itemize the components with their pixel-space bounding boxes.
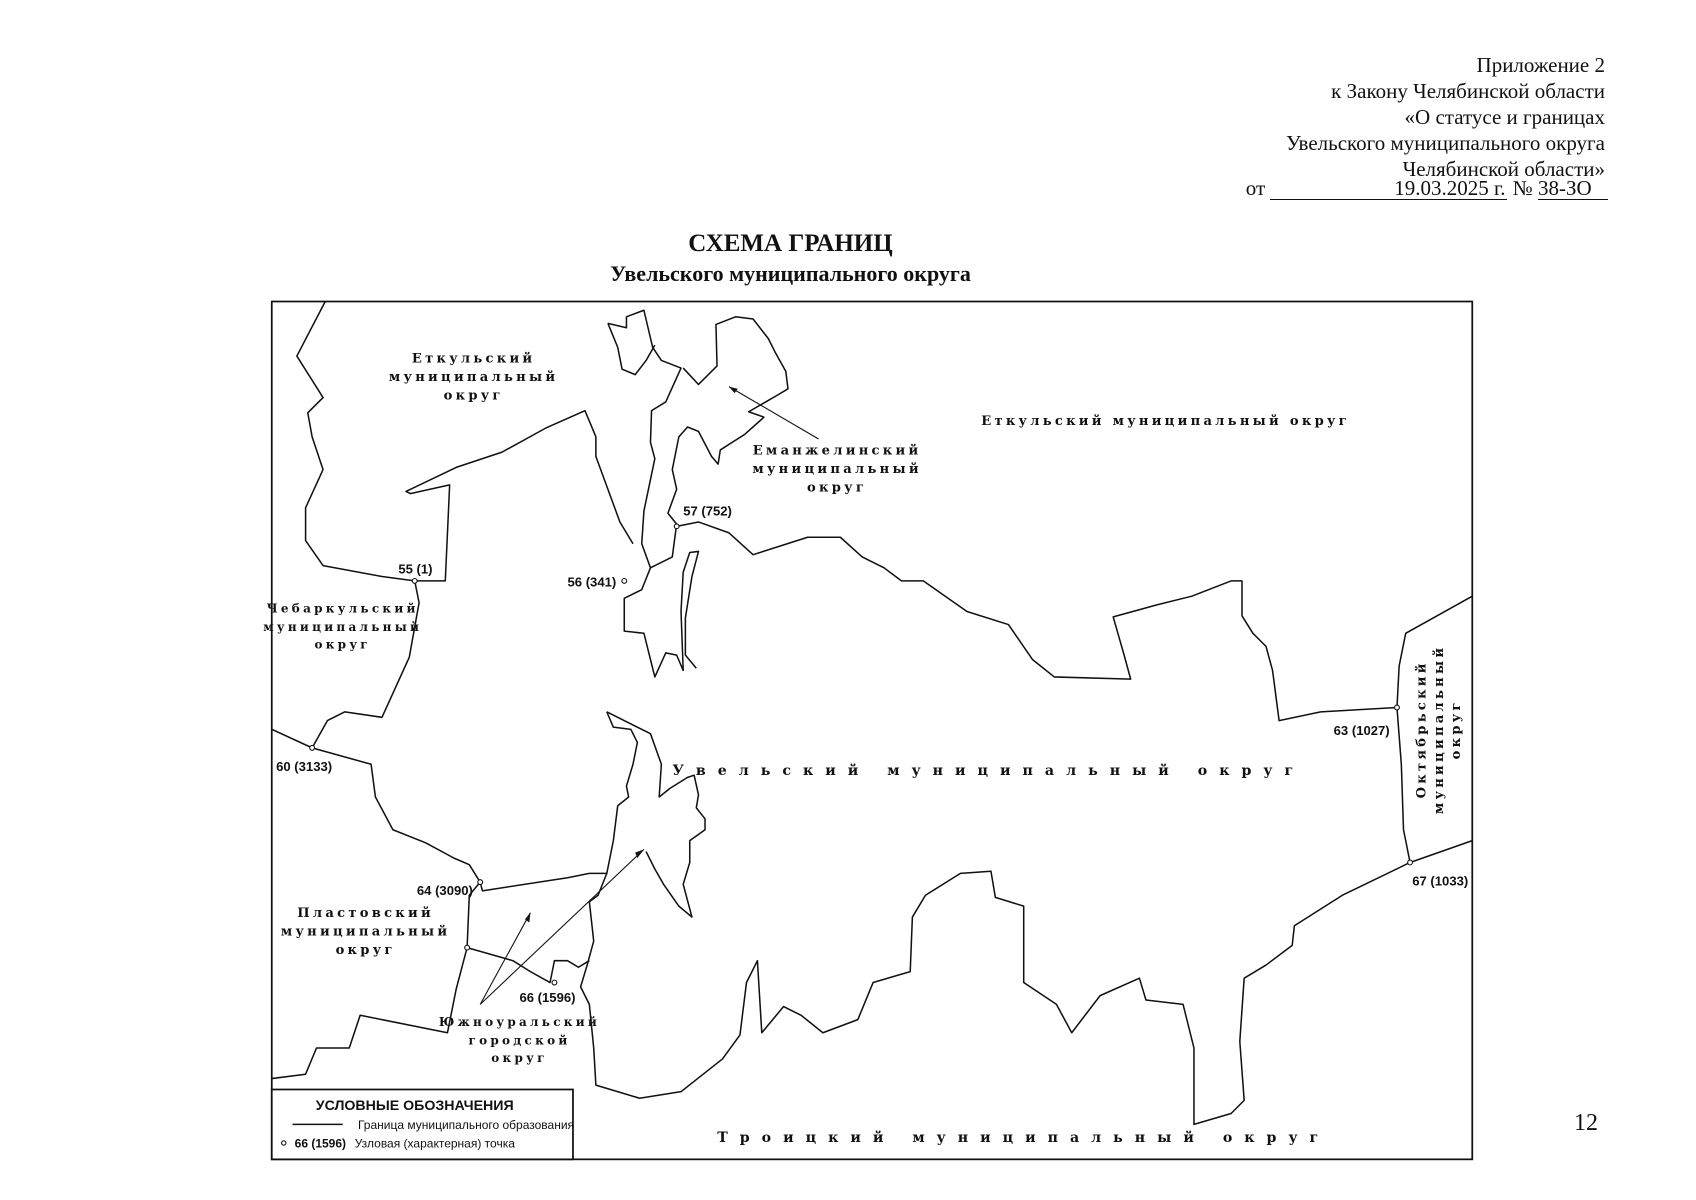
number-label: № bbox=[1512, 176, 1533, 200]
nodal-point bbox=[622, 578, 627, 583]
map-title: СХЕМА ГРАНИЦ bbox=[688, 230, 893, 257]
header-line: Увельского муниципального округа bbox=[1286, 131, 1605, 155]
region-label-troitsky: Троицкий муниципальный округ bbox=[717, 1129, 1331, 1146]
law-number: 38-ЗО bbox=[1538, 177, 1608, 200]
region-label-line: городской bbox=[468, 1033, 571, 1048]
region-label-etkul-ne: Еткульский муниципальный округ bbox=[981, 413, 1350, 429]
pointer-arrow bbox=[480, 849, 644, 1004]
region-label-yuzhnouralsk bbox=[439, 1015, 600, 1065]
header-line: Приложение 2 bbox=[1476, 53, 1605, 77]
pointer-arrow bbox=[729, 387, 818, 439]
region-label-line: Пластовский bbox=[297, 906, 434, 922]
region-label-line: муниципальный bbox=[388, 370, 559, 386]
arrow-head bbox=[729, 387, 738, 394]
legend-boundary-label: Граница муниципального образования bbox=[357, 1117, 575, 1132]
nodal-point bbox=[674, 524, 679, 529]
boundary-line-emanzhelinsk-west bbox=[608, 323, 655, 374]
region-label-line: муниципальный bbox=[1431, 644, 1447, 815]
region-label-plastovsky bbox=[281, 906, 450, 958]
point-label: 67 (1033) bbox=[1412, 873, 1469, 889]
region-label-line: округ bbox=[807, 480, 868, 496]
region-label-etkul-nw bbox=[389, 352, 558, 404]
nodal-point bbox=[412, 578, 417, 583]
point-label: 56 (341) bbox=[567, 574, 617, 590]
boundary-line-nw bbox=[297, 302, 633, 581]
header-line: «О статусе и границах bbox=[1404, 105, 1605, 129]
nodal-point bbox=[552, 980, 557, 985]
legend-title: УСЛОВНЫЕ ОБОЗНАЧЕНИЯ bbox=[315, 1098, 514, 1115]
point-label: 60 (3133) bbox=[276, 758, 333, 774]
boundary-line-central-enclave bbox=[581, 712, 638, 1048]
boundary-line-central-enclave-east bbox=[607, 712, 705, 917]
from-label: от bbox=[1245, 176, 1266, 200]
legend-point-swatch bbox=[282, 1141, 286, 1145]
region-label-chebarkul bbox=[263, 602, 422, 652]
point-label: 66 (1596) bbox=[519, 990, 576, 1006]
header-line: к Закону Челябинской области bbox=[1331, 79, 1605, 103]
nodal-point bbox=[1395, 705, 1400, 710]
point-label: 64 (3090) bbox=[416, 883, 473, 899]
region-label-line: Октябрьский bbox=[1414, 660, 1430, 799]
region-label-line: округ bbox=[491, 1051, 548, 1066]
point-label: 57 (752) bbox=[683, 503, 732, 519]
nodal-point-markers bbox=[310, 524, 1413, 985]
boundary-line-east bbox=[1397, 708, 1410, 863]
header-line: Челябинской области» bbox=[1402, 157, 1605, 181]
legend-point-label: Узловая (характерная) точка bbox=[354, 1136, 515, 1151]
region-label-line: округ bbox=[314, 637, 371, 652]
point-label: 63 (1027) bbox=[1333, 722, 1390, 738]
region-label-oktyabrsky bbox=[1414, 645, 1464, 814]
region-label-line: Еткульский bbox=[411, 351, 536, 367]
nodal-point bbox=[310, 745, 315, 750]
region-label-uvelsky: Увельский муниципальный округ bbox=[672, 763, 1306, 780]
region-label-line: муниципальный bbox=[263, 620, 423, 635]
map-legend bbox=[272, 1089, 574, 1159]
legend-point-example: 66 (1596) bbox=[294, 1136, 347, 1151]
region-label-line: Еманжелинский bbox=[752, 443, 922, 459]
map-subtitle: Увельского муниципального округа bbox=[610, 261, 971, 286]
nodal-point bbox=[465, 945, 470, 950]
region-label-line: муниципальный bbox=[280, 924, 451, 940]
page-number: 12 bbox=[1574, 1110, 1598, 1136]
point-label: 55 (1) bbox=[398, 561, 433, 577]
boundary-line-yuzhnouralsk bbox=[467, 948, 589, 983]
nodal-point bbox=[478, 880, 483, 885]
region-label-line: округ bbox=[1449, 699, 1465, 760]
region-label-line: Южноуральский bbox=[438, 1015, 601, 1030]
region-label-line: округ bbox=[443, 388, 504, 404]
nodal-point bbox=[1408, 860, 1413, 865]
region-label-line: Чебаркульский bbox=[266, 601, 419, 616]
law-date: 19.03.2025 г. bbox=[1270, 177, 1507, 200]
region-label-emanzhelinsk bbox=[752, 443, 921, 495]
region-label-line: округ bbox=[335, 943, 396, 959]
region-label-line: муниципальный bbox=[752, 461, 922, 477]
map-frame bbox=[272, 302, 1473, 1160]
boundary-line-north bbox=[677, 522, 1473, 721]
boundary-line-southwest bbox=[272, 729, 607, 891]
boundary-line-southeast bbox=[594, 841, 1473, 1125]
